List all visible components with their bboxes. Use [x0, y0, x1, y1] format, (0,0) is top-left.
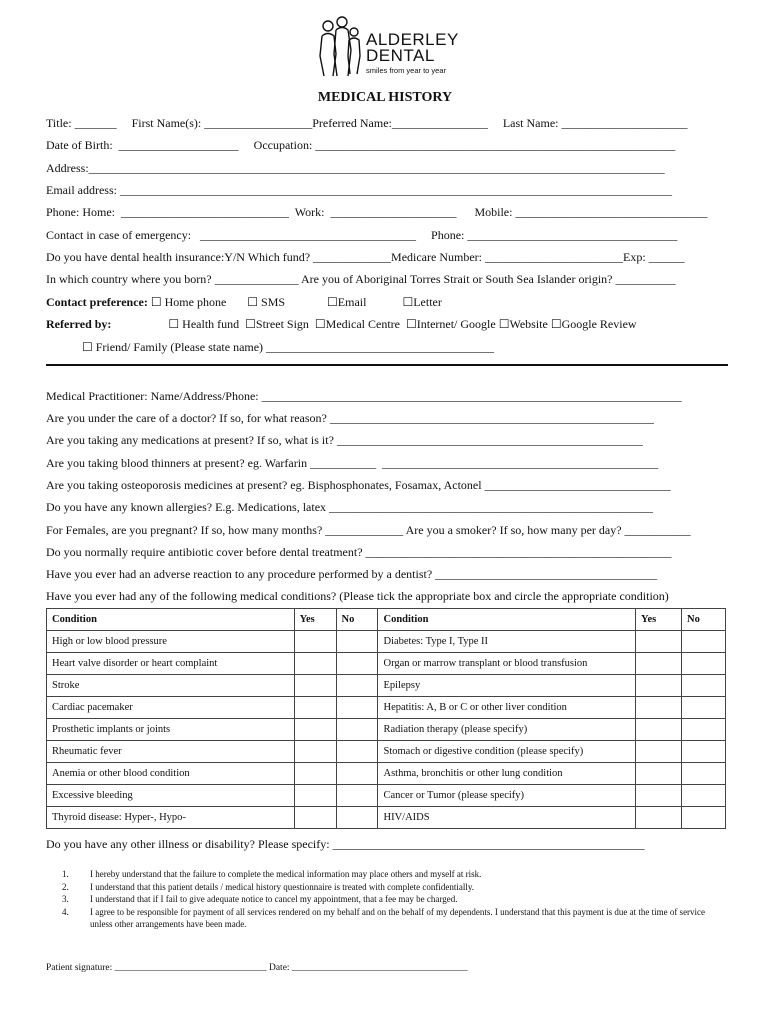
- list-item: [62, 893, 722, 906]
- condition-cell: HIV/AIDS: [378, 807, 636, 829]
- logo-line2: DENTAL: [366, 46, 435, 65]
- yes-checkbox-cell[interactable]: [636, 675, 682, 697]
- signature-line[interactable]: Patient signature: ________________________________ Date: _____________________________________: [46, 963, 468, 973]
- yes-checkbox-cell[interactable]: [294, 631, 336, 653]
- condition-cell: Radiation therapy (please specify): [378, 719, 636, 741]
- other-illness-line[interactable]: Do you have any other illness or disability? Please specify: ____________________________________________________: [46, 837, 645, 851]
- no-checkbox-cell[interactable]: [682, 653, 726, 675]
- yes-checkbox-cell[interactable]: [636, 785, 682, 807]
- conditions-table: [46, 608, 726, 829]
- yes-checkbox-cell[interactable]: [636, 631, 682, 653]
- table-row: [47, 807, 726, 829]
- no-checkbox-cell[interactable]: [336, 807, 378, 829]
- contact-preference-label: Contact preference:: [46, 295, 148, 309]
- list-number: 2.: [62, 881, 69, 892]
- no-checkbox-cell[interactable]: [336, 675, 378, 697]
- section-divider: [46, 364, 728, 366]
- yes-checkbox-cell[interactable]: [294, 741, 336, 763]
- condition-cell: Epilepsy: [378, 675, 636, 697]
- condition-cell: Anemia or other blood condition: [47, 763, 295, 785]
- list-number: 4.: [62, 906, 69, 917]
- no-checkbox-cell[interactable]: [336, 697, 378, 719]
- condition-cell: High or low blood pressure: [47, 631, 295, 653]
- conditions-intro: Have you ever had any of the following medical conditions? (Please tick the appropriate box and circle the appropriate condition): [46, 589, 669, 603]
- column-header: Yes: [294, 609, 336, 631]
- condition-cell: Excessive bleeding: [47, 785, 295, 807]
- table-row: [47, 631, 726, 653]
- yes-checkbox-cell[interactable]: [294, 697, 336, 719]
- referred-by-options[interactable]: ☐ Health fund ☐Street Sign ☐Medical Centre ☐Internet/ Google ☐Website ☐Google Review: [111, 317, 637, 331]
- table-header-row: [47, 609, 726, 631]
- address-line[interactable]: Address:________________________________________________________________________________________________: [46, 161, 665, 175]
- adverse-reaction-line[interactable]: Have you ever had an adverse reaction to any procedure performed by a dentist? _____________________________________: [46, 567, 658, 581]
- table-row: [47, 653, 726, 675]
- country-origin-line[interactable]: In which country where you born? ______________ Are you of Aboriginal Torres Strait or South Sea Islander origin? __________: [46, 272, 676, 286]
- yes-checkbox-cell[interactable]: [636, 653, 682, 675]
- yes-checkbox-cell[interactable]: [294, 719, 336, 741]
- pregnancy-smoker-line[interactable]: For Females, are you pregnant? If so, how many months? _____________ Are you a smoker? If so, how many per day? ___________: [46, 523, 691, 537]
- medical-practitioner-line[interactable]: Medical Practitioner: Name/Address/Phone: ______________________________________________________________________: [46, 389, 682, 403]
- condition-cell: Heart valve disorder or heart complaint: [47, 653, 295, 675]
- allergies-line[interactable]: Do you have any known allergies? E.g. Medications, latex ______________________________________________________: [46, 500, 654, 514]
- condition-cell: Diabetes: Type I, Type II: [378, 631, 636, 653]
- column-header: No: [682, 609, 726, 631]
- yes-checkbox-cell[interactable]: [294, 763, 336, 785]
- yes-checkbox-cell[interactable]: [294, 807, 336, 829]
- condition-cell: Cardiac pacemaker: [47, 697, 295, 719]
- column-header: No: [336, 609, 378, 631]
- friend-family-line[interactable]: ☐ Friend/ Family (Please state name) ______________________________________: [46, 340, 495, 354]
- contact-preference-line[interactable]: [46, 295, 442, 310]
- antibiotic-cover-line[interactable]: Do you normally require antibiotic cover before dental treatment? ___________________________________________________: [46, 545, 672, 559]
- name-line[interactable]: Title: _______ First Name(s): __________________Preferred Name:________________ Last Name: _____________________: [46, 116, 688, 130]
- insurance-line[interactable]: Do you have dental health insurance:Y/N Which fund? _____________Medicare Number: _______________________Exp: ______: [46, 250, 685, 264]
- condition-cell: Stroke: [47, 675, 295, 697]
- table-row: [47, 763, 726, 785]
- no-checkbox-cell[interactable]: [336, 653, 378, 675]
- declaration-text: I hereby understand that the failure to complete the medical information may place others and myself at risk.: [90, 869, 482, 879]
- table-row: [47, 675, 726, 697]
- column-header: Yes: [636, 609, 682, 631]
- declaration-text: I understand that this patient details / medical history questionnaire is treated with complete confidentially.: [90, 881, 475, 892]
- no-checkbox-cell[interactable]: [682, 763, 726, 785]
- logo-line1: ALDERLEY: [366, 30, 459, 49]
- condition-cell: Rheumatic fever: [47, 741, 295, 763]
- no-checkbox-cell[interactable]: [682, 785, 726, 807]
- condition-cell: Asthma, bronchitis or other lung condition: [378, 763, 636, 785]
- referred-by-label: Referred by:: [46, 317, 112, 331]
- declarations-list: [62, 868, 722, 931]
- list-item: [62, 868, 722, 881]
- logo-tagline: smiles from year to year: [366, 66, 447, 75]
- table-row: [47, 741, 726, 763]
- yes-checkbox-cell[interactable]: [636, 741, 682, 763]
- condition-cell: Stomach or digestive condition (please specify): [378, 741, 636, 763]
- no-checkbox-cell[interactable]: [682, 631, 726, 653]
- contact-preference-options[interactable]: ☐ Home phone ☐ SMS ☐Email ☐Letter: [147, 295, 442, 309]
- list-number: 3.: [62, 894, 69, 904]
- blood-thinners-line[interactable]: Are you taking blood thinners at present? eg. Warfarin ___________ ______________________________________________: [46, 456, 659, 470]
- no-checkbox-cell[interactable]: [336, 785, 378, 807]
- form-title: MEDICAL HISTORY: [317, 90, 453, 105]
- medications-line[interactable]: Are you taking any medications at present? If so, what is it? ___________________________________________________: [46, 433, 643, 447]
- condition-cell: Hepatitis: A, B or C or other liver condition: [378, 697, 636, 719]
- table-row: [47, 785, 726, 807]
- no-checkbox-cell[interactable]: [682, 697, 726, 719]
- logo: [316, 16, 459, 80]
- declaration-text: I agree to be responsible for payment of all services rendered on my behalf and on the behalf of my dependents. I understand that this payment is due at the time of service unless other arrangements have been made.: [90, 906, 706, 929]
- no-checkbox-cell[interactable]: [682, 719, 726, 741]
- no-checkbox-cell[interactable]: [682, 675, 726, 697]
- table-row: [47, 719, 726, 741]
- no-checkbox-cell[interactable]: [336, 741, 378, 763]
- no-checkbox-cell[interactable]: [682, 807, 726, 829]
- no-checkbox-cell[interactable]: [336, 631, 378, 653]
- no-checkbox-cell[interactable]: [336, 719, 378, 741]
- condition-cell: Organ or marrow transplant or blood transfusion: [378, 653, 636, 675]
- doctor-care-line[interactable]: Are you under the care of a doctor? If so, for what reason? ______________________________________________________: [46, 411, 654, 425]
- yes-checkbox-cell[interactable]: [636, 719, 682, 741]
- yes-checkbox-cell[interactable]: [294, 675, 336, 697]
- column-header: Condition: [378, 609, 636, 631]
- yes-checkbox-cell[interactable]: [636, 697, 682, 719]
- email-line[interactable]: Email address: ____________________________________________________________________________________________: [46, 183, 672, 197]
- list-item: [62, 881, 722, 894]
- yes-checkbox-cell[interactable]: [636, 807, 682, 829]
- condition-cell: Cancer or Tumor (please specify): [378, 785, 636, 807]
- condition-cell: Prosthetic implants or joints: [47, 719, 295, 741]
- no-checkbox-cell[interactable]: [682, 741, 726, 763]
- yes-checkbox-cell[interactable]: [294, 653, 336, 675]
- column-header: Condition: [47, 609, 295, 631]
- declaration-text: I understand that if I fail to give adequate notice to cancel my appointment, that a fee may be charged.: [90, 894, 458, 904]
- yes-checkbox-cell[interactable]: [636, 763, 682, 785]
- condition-cell: Thyroid disease: Hyper-, Hypo-: [47, 807, 295, 829]
- phone-line[interactable]: Phone: Home: ____________________________ Work: _____________________ Mobile: ________________________________: [46, 205, 708, 219]
- family-figures-icon: [316, 16, 364, 80]
- table-row: [47, 697, 726, 719]
- no-checkbox-cell[interactable]: [336, 763, 378, 785]
- list-item: [62, 906, 722, 931]
- birth-occupation-line[interactable]: Date of Birth: ____________________ Occupation: ____________________________________________________________: [46, 138, 676, 152]
- yes-checkbox-cell[interactable]: [294, 785, 336, 807]
- emergency-contact-line[interactable]: Contact in case of emergency: ____________________________________ Phone: ___________________________________: [46, 228, 678, 242]
- list-number: 1.: [62, 869, 69, 879]
- referred-by-line[interactable]: [46, 317, 637, 332]
- osteoporosis-line[interactable]: Are you taking osteoporosis medicines at present? eg. Bisphosphonates, Fosamax, Actonel _______________________________: [46, 478, 671, 492]
